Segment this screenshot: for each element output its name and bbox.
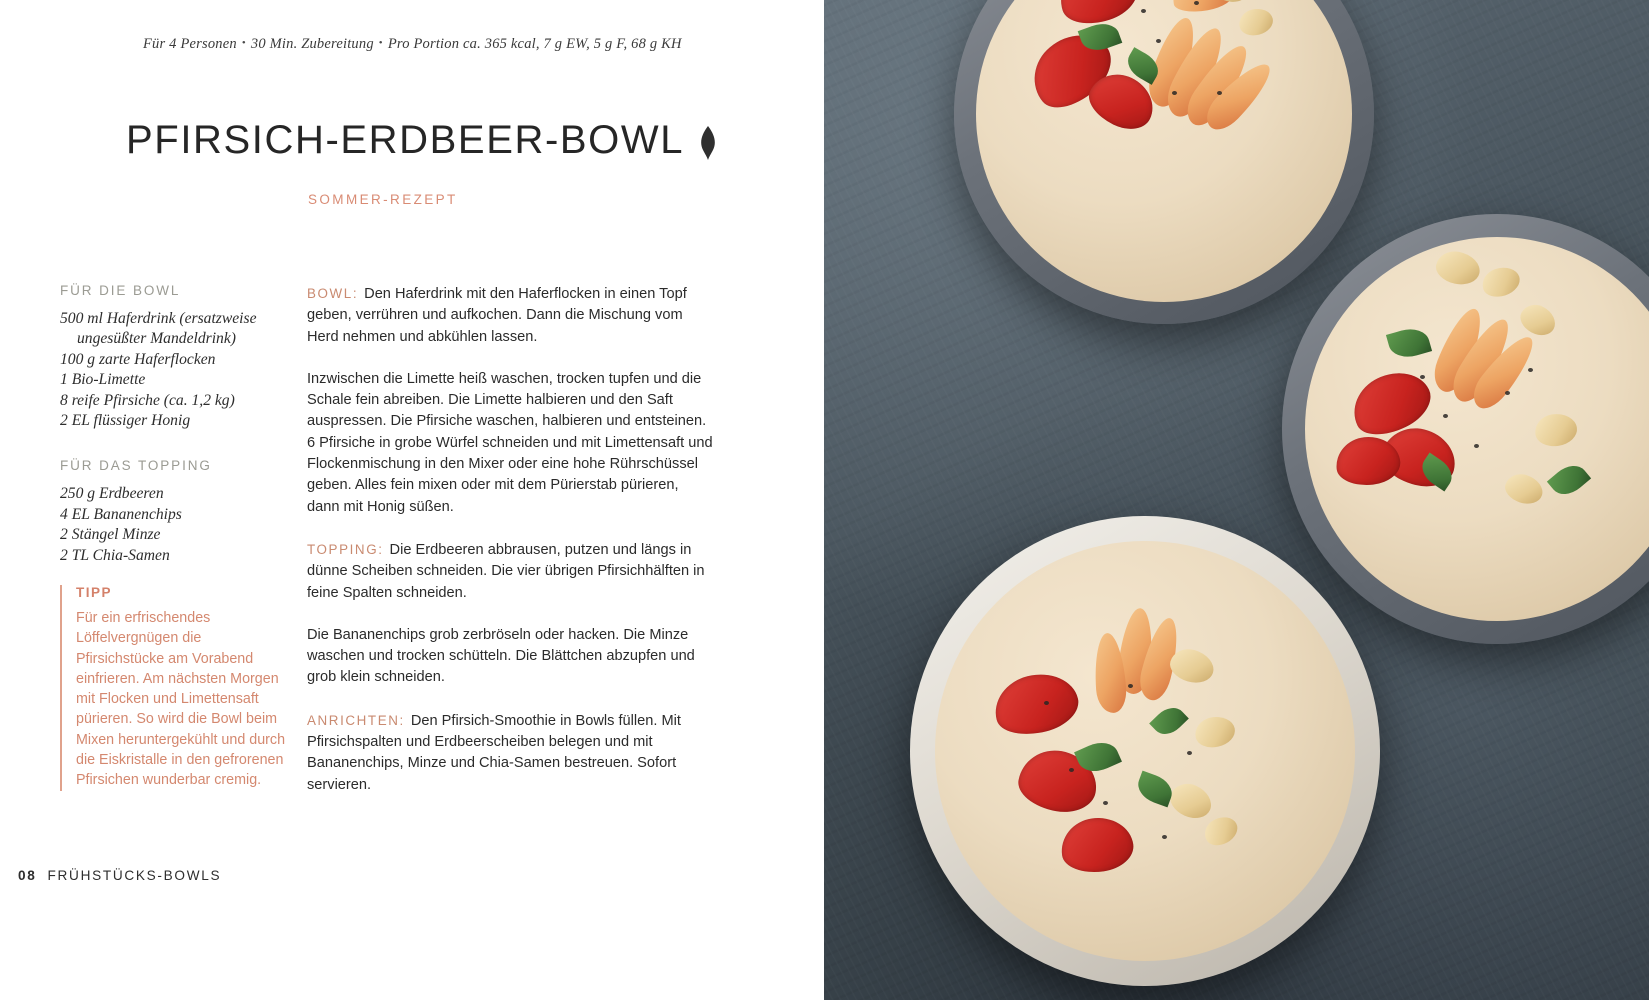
ingredients-list-bowl — [60, 309, 275, 431]
method-step-label: BOWL: — [307, 286, 359, 301]
ingredients-column — [60, 283, 275, 566]
page-title: PFIRSICH-ERDBEER-BOWL — [126, 118, 685, 162]
meta-separator-1: • — [241, 37, 246, 49]
tip-title: TIPP — [76, 585, 113, 600]
ingredient-item: 2 Stängel Minze — [60, 526, 161, 544]
ingredient-text: 500 ml Haferdrink (ersatzweise — [60, 310, 257, 327]
ingredients-heading-bowl: FÜR DIE BOWL — [60, 283, 181, 298]
meta-nutrition: Pro Portion ca. 365 kcal, 7 g EW, 5 g F, 68 g KH — [387, 36, 682, 52]
method-step-text: Inzwischen die Limette heiß waschen, trocken tupfen und die Schale fein abreiben. Die Limette halbieren und den Saft auspressen. Die Pfirsiche waschen, halbieren und entsteinen. 6 Pfirsiche in grobe Würfel schneiden und mit Limettensaft und Flockenmischung in den Mixer oder eine hohe Rührschüssel geben. Alles fein mixen oder mit dem Pürierstab pürieren, dann mit Honig süßen. — [307, 370, 713, 515]
method-step — [307, 283, 715, 348]
meta-separator-2: • — [378, 37, 383, 49]
ingredient-item: 8 reife Pfirsiche (ca. 1,2 kg) — [60, 391, 235, 409]
bowl-porridge — [935, 541, 1355, 961]
bowl-bottom — [910, 516, 1380, 986]
ingredient-item: 1 Bio-Limette — [60, 371, 146, 389]
photo-page — [824, 0, 1649, 1000]
ingredient-item: 2 EL flüssiger Honig — [60, 412, 191, 430]
leaf-icon — [698, 126, 718, 160]
ingredient-item: 100 g zarte Haferflocken — [60, 350, 216, 368]
bowl-toppings — [935, 541, 1355, 961]
text-page — [0, 0, 824, 1000]
ingredient-item: 4 EL Bananenchips — [60, 505, 182, 523]
tip-text: Für ein erfrischendes Löffelvergnügen die Pfirsichstücke am Vorabend einfrieren. Am nächsten Morgen mit Flocken und Limettensaft pürieren. So wird die Bowl beim Mixen heruntergekühlt und durch die Eiskristalle in den gefrorenen Pfirsichen wunderbar cremig. — [76, 610, 286, 789]
ingredient-text-cont: ungesüßter Mandeldrink) — [77, 330, 236, 348]
recipe-meta — [143, 36, 682, 53]
meta-servings: Für 4 Personen — [143, 36, 237, 52]
method-step-text: Den Haferdrink mit den Haferflocken in einen Topf geben, verrühren und aufkochen. Dann die Mischung vom Herd nehmen und abkühlen lassen. — [307, 286, 687, 345]
method-step-label: ANRICHTEN: — [307, 712, 405, 728]
method-step — [307, 710, 715, 796]
ingredients-list-topping — [60, 484, 275, 566]
section-name: FRÜHSTÜCKS-BOWLS — [47, 868, 222, 883]
method-step — [307, 539, 715, 604]
method-step-label: TOPPING: — [307, 541, 384, 557]
recipe-subtitle: SOMMER-REZEPT — [308, 192, 458, 207]
tip-box — [60, 585, 286, 791]
method-step-text: Den Pfirsich-Smoothie in Bowls füllen. Mit Pfirsichspalten und Erdbeerscheiben belegen und mit Bananenchips, Minze und Chia-Samen bestreuen. Sofort servieren. — [307, 712, 681, 793]
ingredient-item: 250 g Erdbeeren — [60, 485, 164, 503]
method-column — [307, 283, 715, 817]
title-row — [126, 118, 718, 163]
ingredients-heading-topping: FÜR DAS TOPPING — [60, 458, 212, 474]
ingredient-item — [60, 309, 275, 350]
page-number: 08 — [18, 868, 37, 883]
ingredient-item: 2 TL Chia-Samen — [60, 546, 170, 564]
folio — [18, 868, 221, 883]
method-step — [307, 625, 715, 689]
method-step-text: Die Erdbeeren abbrausen, putzen und längs in dünne Scheiben schneiden. Die vier übrigen Pfirsichhälften in feine Spalten schneiden. — [307, 541, 705, 601]
method-step-text: Die Bananenchips grob zerbröseln oder hacken. Die Minze waschen und trocken schütteln. Die Blättchen abzupfen und grob klein schneiden. — [307, 626, 695, 686]
meta-time: 30 Min. Zubereitung — [250, 36, 374, 52]
method-step — [307, 369, 715, 518]
